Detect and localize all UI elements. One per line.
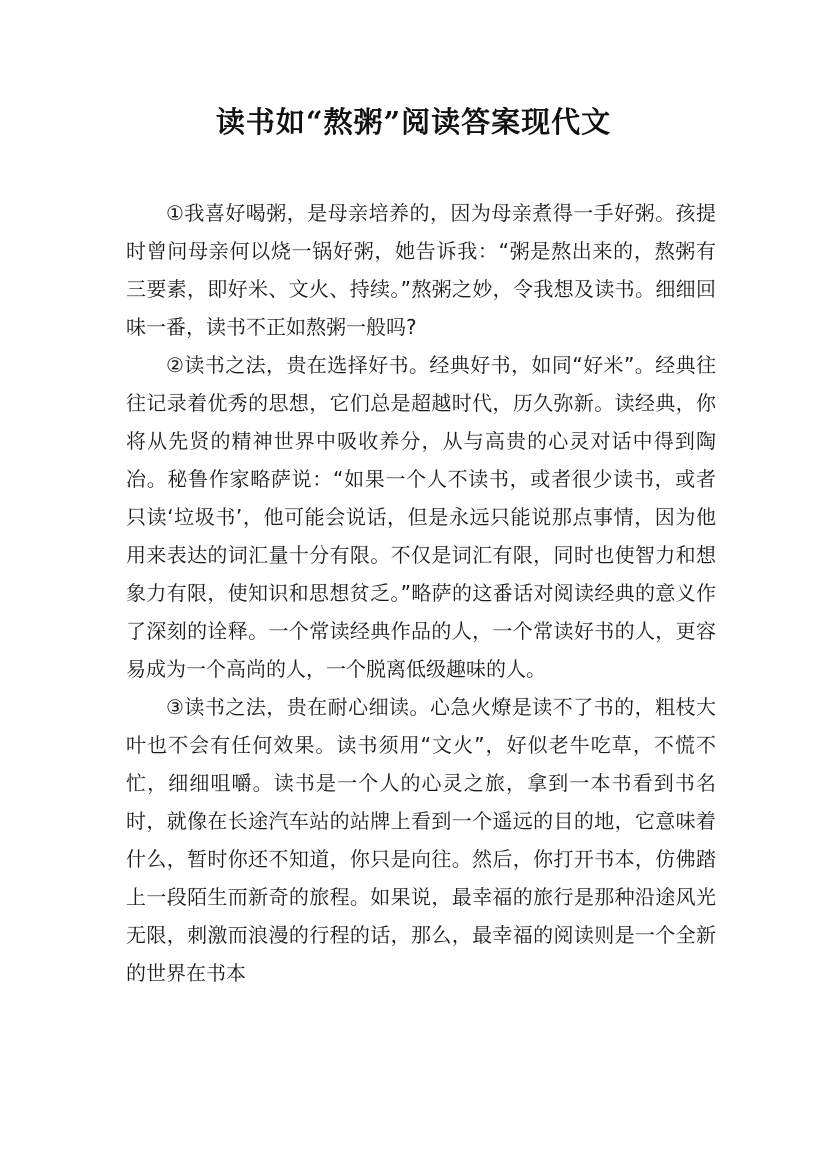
document-body — [126, 194, 716, 992]
paragraph-1: ①我喜好喝粥，是母亲培养的，因为母亲煮得一手好粥。孩提时曾问母亲何以烧一锅好粥，她告诉我：“粥是熬出来的，熬粥有三要素，即好米、文火、持续。”熬粥之妙，令我想及读书。细细回味一番，读书不正如熬粥一般吗? — [126, 201, 716, 339]
paragraph-2: ②读书之法，贵在选择好书。经典好书，如同“好米”。经典往往记录着优秀的思想，它们总是超越时代，历久弥新。读经典，你将从先贤的精神世界中吸收养分，从与高贵的心灵对话中得到陶冶。秘鲁作家略萨说：“如果一个人不读书，或者很少读书，或者只读‘垃圾书’，他可能会说话，但是永远只能说那点事情，因为他用来表达的词汇量十分有限。不仅是词汇有限，同时也使智力和想象力有限，使知识和思想贫乏。”略萨的这番话对阅读经典的意义作了深刻的诠释。一个常读经典作品的人，一个常读好书的人，更容易成为一个高尚的人，一个脱离低级趣味的人。 — [126, 353, 716, 681]
paragraph-3: ③读书之法，贵在耐心细读。心急火燎是读不了书的，粗枝大叶也不会有任何效果。读书须用“文火”，好似老牛吃草，不慌不忙，细细咀嚼。读书是一个人的心灵之旅，拿到一本书看到书名时，就像在长途汽车站的站牌上看到一个遥远的目的地，它意味着什么，暂时你还不知道，你只是向往。然后，你打开书本，仿佛踏上一段陌生而新奇的旅程。如果说，最幸福的旅行是那种沿途风光无限，刺激而浪漫的行程的话，那么，最幸福的阅读则是一个全新的世界在书本 — [126, 695, 716, 985]
document-title: 读书如“熬粥”阅读答案现代文 — [215, 105, 612, 139]
